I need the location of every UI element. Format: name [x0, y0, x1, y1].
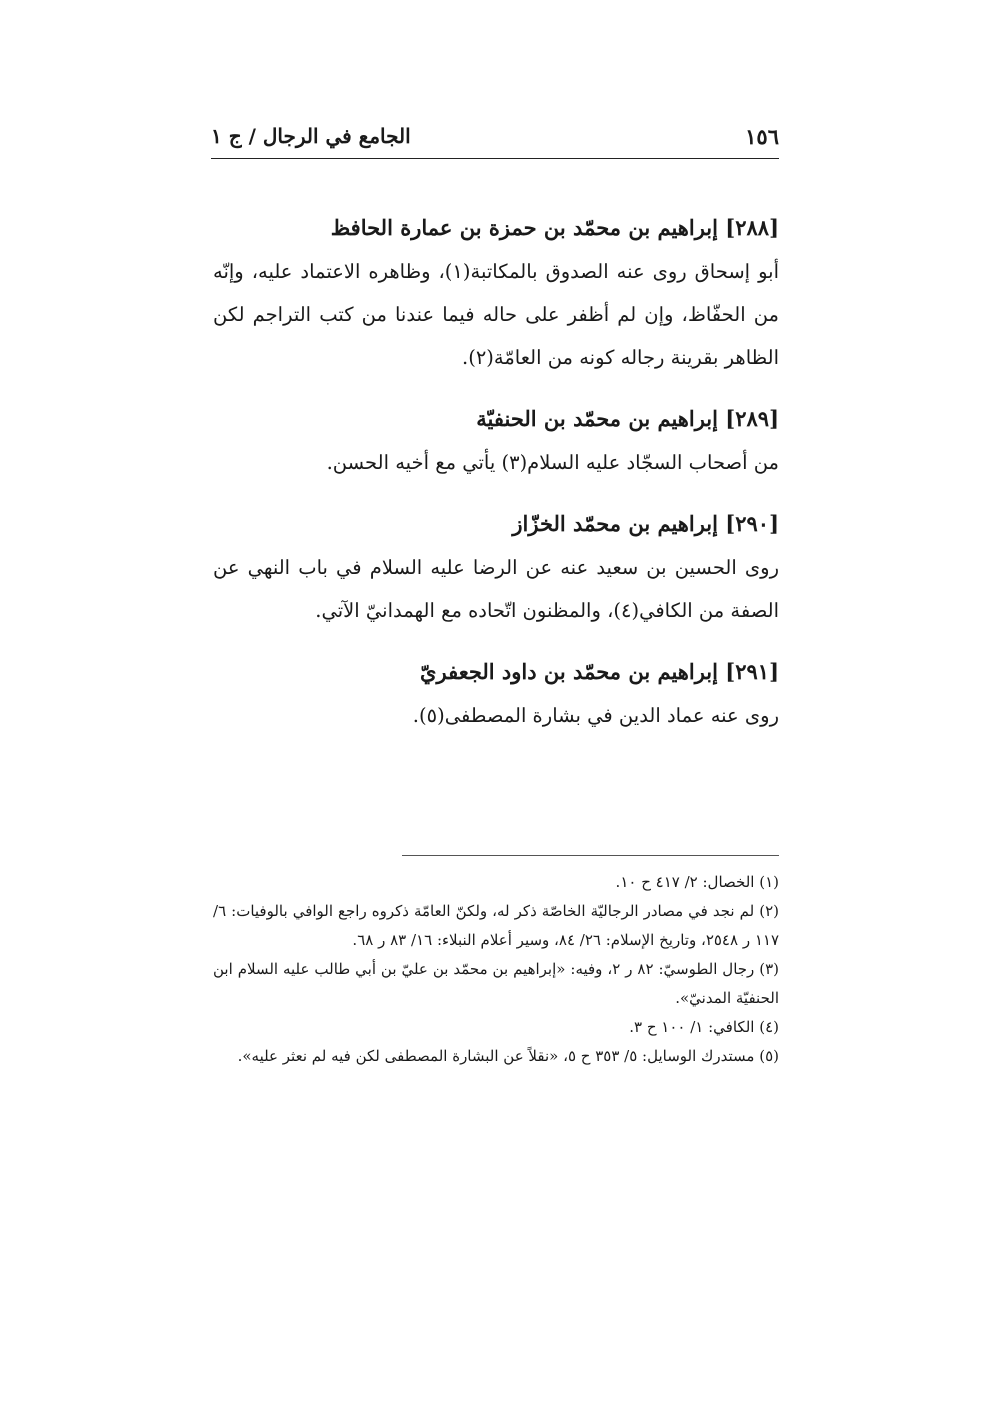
entry-heading: [٢٨٨] إبراهيم بن محمّد بن حمزة بن عمارة الحافظ	[330, 215, 779, 240]
entry-heading: [٢٨٩] إبراهيم بن محمّد بن الحنفيّة	[476, 406, 779, 431]
entry-text: روى الحسين بن سعيد عنه عن الرضا عليه السلام في باب النهي عن الصفة من الكافي(٤)، والمظنون اتّحاده مع الهمدانيّ الآتي.	[213, 556, 779, 622]
entry-291	[213, 654, 779, 737]
entry-289	[213, 401, 779, 484]
entry-heading: [٢٩٠] إبراهيم بن محمّد الخزّاز	[512, 511, 779, 536]
footnotes	[213, 868, 779, 1071]
running-title: الجامع في الرجال / ج ١	[211, 124, 411, 148]
footnote-5: (٥) مستدرك الوسايل: ٥/ ٣٥٣ ح ٥، «نقلاً عن البشارة المصطفى لكن فيه لم نعثر عليه».	[237, 1047, 779, 1065]
entry-text: روى عنه عماد الدين في بشارة المصطفى(٥).	[412, 704, 779, 727]
entry-288	[213, 210, 779, 379]
entry-text: أبو إسحاق روى عنه الصدوق بالمكاتبة(١)، وظاهره الاعتماد عليه، وإنّه من الحفّاظ، وإن لم أظفر على حاله فيما عندنا من كتب التراجم لكن الظاهر بقرينة رجاله كونه من العامّة(٢).	[213, 260, 779, 369]
footnote-divider	[402, 855, 779, 856]
footnote-2: (٢) لم نجد في مصادر الرجاليّة الخاصّة ذكر له، ولكنّ العامّة ذكروه راجع الوافي بالوفيات: ٦/ ١١٧ ر ٢٥٤٨، وتاريخ الإسلام: ٢٦/ ٨٤، وسير أعلام النبلاء: ١٦/ ٨٣ ر ٦٨.	[213, 902, 779, 949]
footnote-4: (٤) الكافي: ١/ ١٠٠ ح ٣.	[629, 1018, 779, 1036]
entry-heading: [٢٩١] إبراهيم بن محمّد بن داود الجعفريّ	[420, 659, 779, 684]
page-body	[213, 210, 779, 759]
page-header	[211, 118, 779, 159]
entry-290	[213, 506, 779, 632]
footnote-3: (٣) رجال الطوسيّ: ٨٢ ر ٢، وفيه: «إبراهيم بن محمّد بن عليّ بن أبي طالب عليه السلام ابن الحنفيّة المدنيّ».	[213, 960, 779, 1007]
footnote-1: (١) الخصال: ٢/ ٤١٧ ح ١٠.	[615, 873, 779, 891]
entry-text: من أصحاب السجّاد عليه السلام(٣) يأتي مع أخيه الحسن.	[326, 451, 779, 474]
page-number: ١٥٦	[745, 124, 779, 149]
